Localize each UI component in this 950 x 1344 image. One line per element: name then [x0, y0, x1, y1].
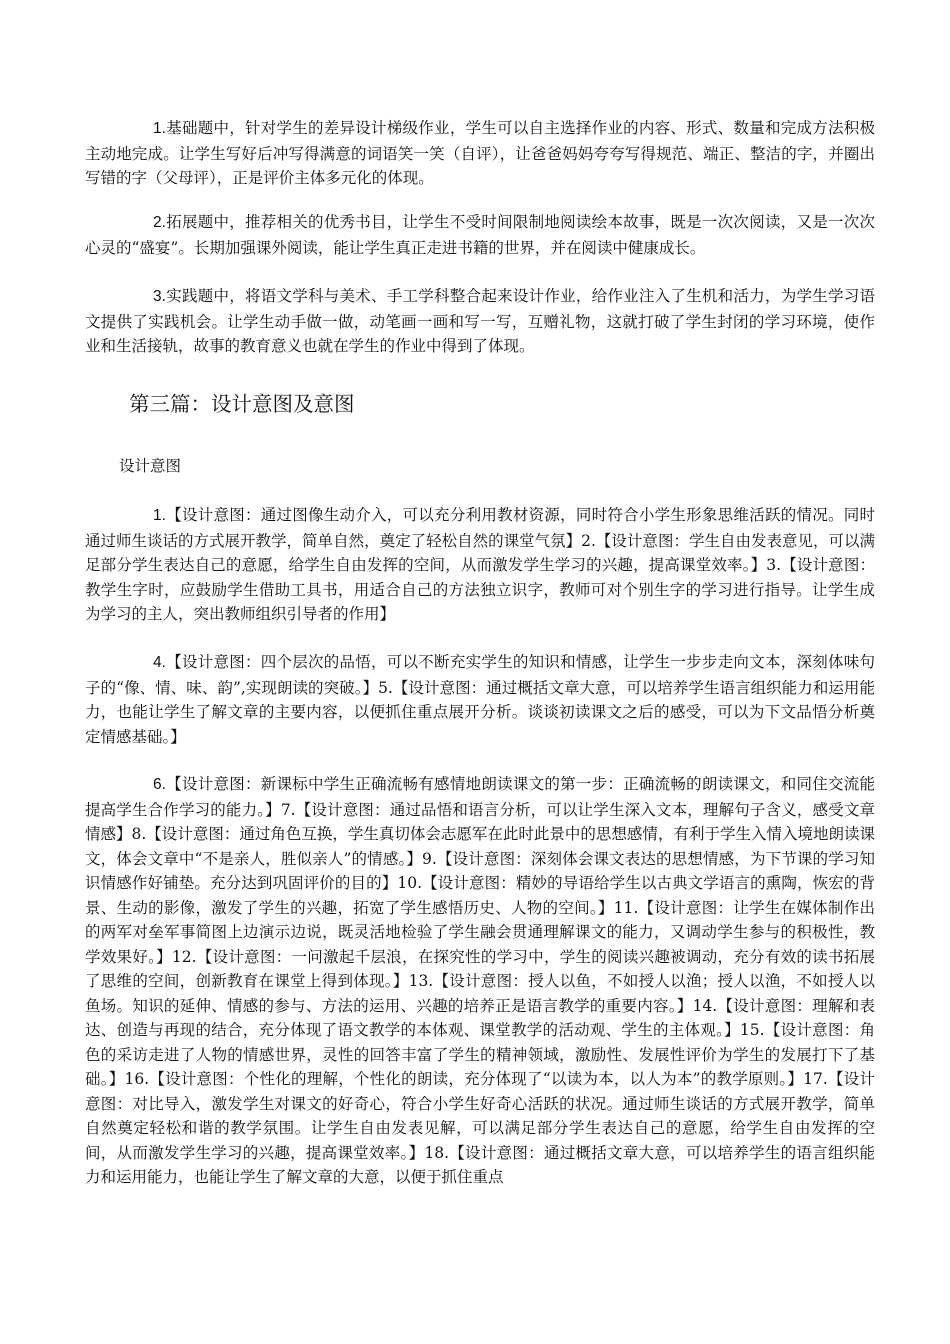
section-heading: 第三篇：设计意图及意图 [129, 392, 355, 416]
list-item-number: 3. [153, 288, 166, 305]
body-paragraph [85, 772, 875, 1190]
list-item [85, 116, 875, 191]
paragraph-number: 1. [153, 507, 166, 524]
paragraph-text: 【设计意图：新课标中学生正确流畅有感情地朗读课文的第一步：正确流畅的朗读课文，和同住交流能提高学生合作学习的能力。】7.【设计意图：通过品悟和语言分析，可以让学生深入文本，理解句子含义，感受文章情感】8.【设计意图：通过角色互换，学生真切体会志愿军在此时此景中的思想感情，有利于学生入情入境地朗读课文，体会文章中“不是亲人，胜似亲人”的情感。】9.【设计意图：深刻体会课文表达的思想情感，为下节课的学习知识情感作好铺垫。充分达到巩固评价的目的】10.【设计意图：精妙的导语给学生以古典文学语言的熏陶，恢宏的背景、生动的影像，激发了学生的兴趣，拓宽了学生感悟历史、人物的空间。】11.【设计意图：让学生在媒体制作出的两军对垒军事简图上边演示边说，既灵活地检验了学生融会贯通理解课文的能力，又调动学生参与的积极性，教学效果好。】12.【设计意图：一问激起千层浪，在探究性的学习中，学生的阅读兴趣被调动，充分有效的读书拓展了思维的空间，创新教育在课堂上得到体现。】13.【设计意图：授人以鱼，不如授人以渔；授人以渔，不如授人以鱼场。知识的延伸、情感的参与、方法的运用、兴趣的培养正是语言教学的重要内容。】14.【设计意图：理解和表达、创造与再现的结合，充分体现了语文教学的本体观、课堂教学的活动观、学生的主体观。】15.【设计意图：角色的采访走进了人物的情感世界，灵性的回答丰富了学生的精神领域，激励性、发展性评价为学生的发展打下了基础。】16.【设计意图：个性化的理解，个性化的朗读，充分体现了“以读为本，以人为本”的教学原则。】17.【设计意图：对比导入，激发学生对课文的好奇心，符合小学生好奇心活跃的状况。通过师生谈话的方式展开教学，简单自然奠定轻松和谐的教学氛围。让学生自由发表见解，可以满足部分学生表达自己的意愿，给学生自由发挥的空间，从而激发学生学习的兴趣，提高课堂效率。】18.【设计意图：通过概括文章大意，可以培养学生的语言组织能力和运用能力，也能让学生了解文章的大意，以便于抓住重点 [85, 775, 875, 1186]
list-item-text: 基础题中，针对学生的差异设计梯级作业，学生可以自主选择作业的内容、形式、数量和完成方法积极主动地完成。让学生写好后冲写得满意的词语笑一笑（自评），让爸爸妈妈夸夸写得规范、端正、整洁的字，并圈出写错的字（父母评），正是评价主体多元化的体现。 [85, 119, 875, 187]
body-paragraph [85, 650, 875, 749]
paragraph-number: 6. [153, 776, 166, 793]
section-subheading: 设计意图 [119, 457, 182, 475]
paragraph-text: 【设计意图：通过图像生动介入，可以充分利用教材资源，同时符合小学生形象思维活跃的情况。同时通过师生谈话的方式展开教学，简单自然，奠定了轻松自然的课堂气氛】2.【设计意图：学生自由发表意见，可以满足部分学生表达自己的意愿，给学生自由发挥的空间，从而激发学生学习的兴趣，提高课堂效率。】3.【设计意图：教学生字时，应鼓励学生借助工具书，用适合自己的方法独立识字，教师可对个别生字的学习进行指导。让学生成为学习的主人，突出教师组织引导者的作用】 [85, 506, 875, 623]
paragraph-number: 4. [153, 654, 166, 671]
paragraph-text: 【设计意图：四个层次的品悟，可以不断充实学生的知识和情感，让学生一步步走向文本，深刻体味句子的“像、情、味、韵”,实现朗读的突破。】5.【设计意图：通过概括文章大意，可以培养学生语言组织能力和运用能力，也能让学生了解文章的主要内容，以便抓住重点展开分析。谈谈初读课文之后的感受，可以为下文品悟分析奠定情感基础。】 [85, 653, 875, 746]
list-item-number: 1. [153, 120, 166, 137]
list-item [85, 210, 875, 260]
list-item-text: 实践题中，将语文学科与美术、手工学科整合起来设计作业，给作业注入了生机和活力，为学生学习语文提供了实践机会。让学生动手做一做，动笔画一画和写一写，互赠礼物，这就打破了学生封闭的学习环境，使作业和生活接轨，故事的教育意义也就在学生的作业中得到了体现。 [85, 287, 875, 355]
body-paragraph [85, 503, 875, 627]
list-item [85, 284, 875, 359]
list-item-text: 拓展题中，推荐相关的优秀书目，让学生不受时间限制地阅读绘本故事，既是一次次阅读，又是一次次心灵的“盛宴”。长期加强课外阅读，能让学生真正走进书籍的世界，并在阅读中健康成长。 [85, 213, 875, 257]
list-item-number: 2. [153, 214, 166, 231]
